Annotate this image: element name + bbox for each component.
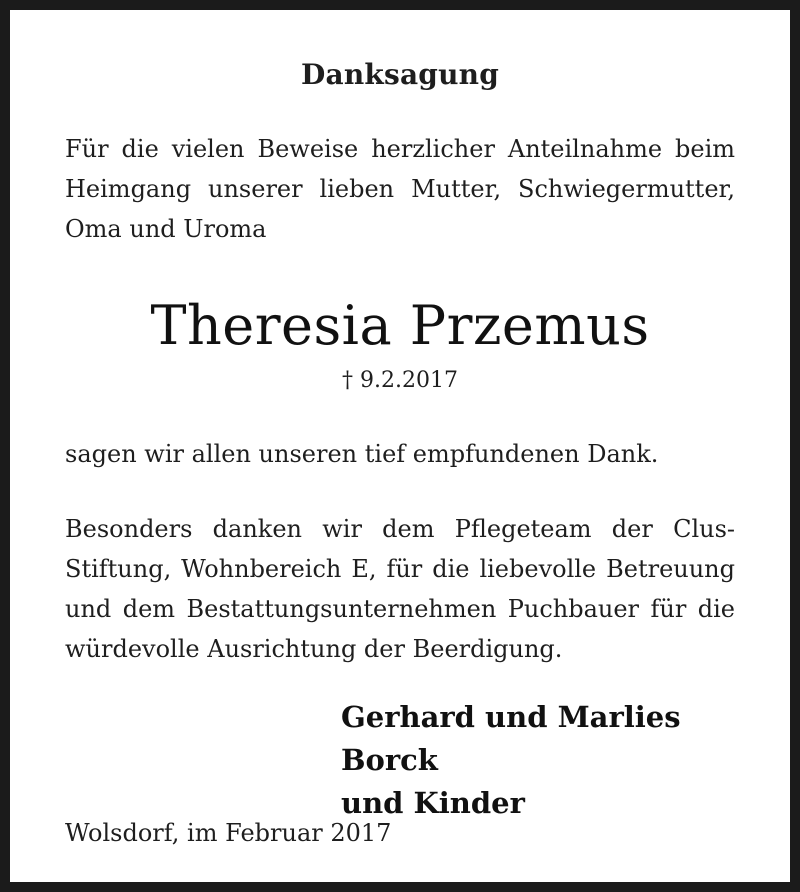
- deceased-name: Theresia Przemus: [150, 294, 650, 357]
- intro-paragraph: Für die vielen Beweise herzlicher Anteilnahme beim Heimgang unserer lieben Mutter, Schwiegermutter, Oma und Uroma: [65, 135, 735, 243]
- signature-line-2: und Kinder: [341, 786, 525, 820]
- signature-line-1: Gerhard und Marlies Borck: [341, 700, 681, 777]
- death-date: † 9.2.2017: [342, 368, 458, 393]
- notice-heading: Danksagung: [301, 58, 499, 91]
- notice-content: [65, 10, 735, 882]
- place-and-date: Wolsdorf, im Februar 2017: [65, 819, 392, 847]
- special-thanks-paragraph: Besonders danken wir dem Pflegeteam der Clus-Stiftung, Wohnbereich E, für die liebevolle Betreuung und dem Bestattungsunternehmen Puchbauer für die würdevolle Ausrichtung der Beerdigung.: [65, 515, 735, 663]
- thanks-paragraph: sagen wir allen unseren tief empfundenen Dank.: [65, 440, 659, 468]
- signature: [341, 696, 735, 825]
